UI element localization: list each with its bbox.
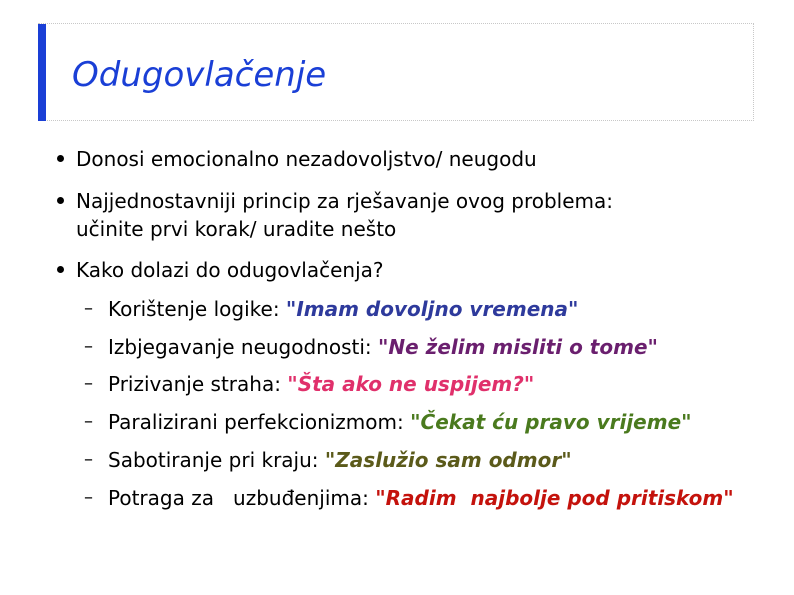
sub-item <box>84 333 658 361</box>
bullet-text-line2: učinite prvi korak/ uradite nešto <box>76 217 397 241</box>
sub-item-label: Prizivanje straha: <box>108 372 288 396</box>
bullet-text-line1: Najjednostavniji princip za rješavanje ovog problema: <box>76 189 614 213</box>
sub-item-label: Paralizirani perfekcionizmom: <box>108 410 411 434</box>
sub-item-quote: "Čekat ću pravo vrijeme" <box>410 410 692 434</box>
bullet-text: Kako dolazi do odugovlačenja? <box>76 258 384 282</box>
dash-icon: – <box>84 373 93 394</box>
sub-item-label: Potraga za uzbuđenjima: <box>108 486 376 510</box>
sub-item <box>84 484 734 512</box>
sub-item <box>84 408 692 436</box>
dash-icon: – <box>84 336 93 357</box>
sub-item-quote: "Ne želim misliti o tome" <box>378 335 658 359</box>
sub-item-label: Korištenje logike: <box>108 297 286 321</box>
bullet-item <box>76 256 736 284</box>
sub-item-quote: "Imam dovoljno vremena" <box>285 297 579 321</box>
sub-item <box>84 446 572 474</box>
bullet-item <box>76 145 736 173</box>
sub-item <box>84 295 579 323</box>
dash-icon: – <box>84 411 93 432</box>
bullet-dot-icon <box>57 155 64 162</box>
dash-icon: – <box>84 487 93 508</box>
bullet-dot-icon <box>57 197 64 204</box>
bullet-text: Donosi emocionalno nezadovoljstvo/ neugodu <box>76 147 537 171</box>
sub-item-quote: "Šta ako ne uspijem?" <box>287 372 535 396</box>
bullet-item <box>76 187 736 243</box>
sub-item-quote: "Zaslužio sam odmor" <box>324 448 572 472</box>
title-accent-bar <box>38 24 46 121</box>
dash-icon: – <box>84 449 93 470</box>
bullet-dot-icon <box>57 266 64 273</box>
slide-title: Odugovlačenje <box>72 55 327 95</box>
dash-icon: – <box>84 298 93 319</box>
sub-item-quote: "Radim najbolje pod pritiskom" <box>375 486 734 510</box>
title-box <box>38 23 754 121</box>
sub-item <box>84 370 535 398</box>
sub-item-label: Sabotiranje pri kraju: <box>108 448 325 472</box>
sub-item-label: Izbjegavanje neugodnosti: <box>108 335 378 359</box>
